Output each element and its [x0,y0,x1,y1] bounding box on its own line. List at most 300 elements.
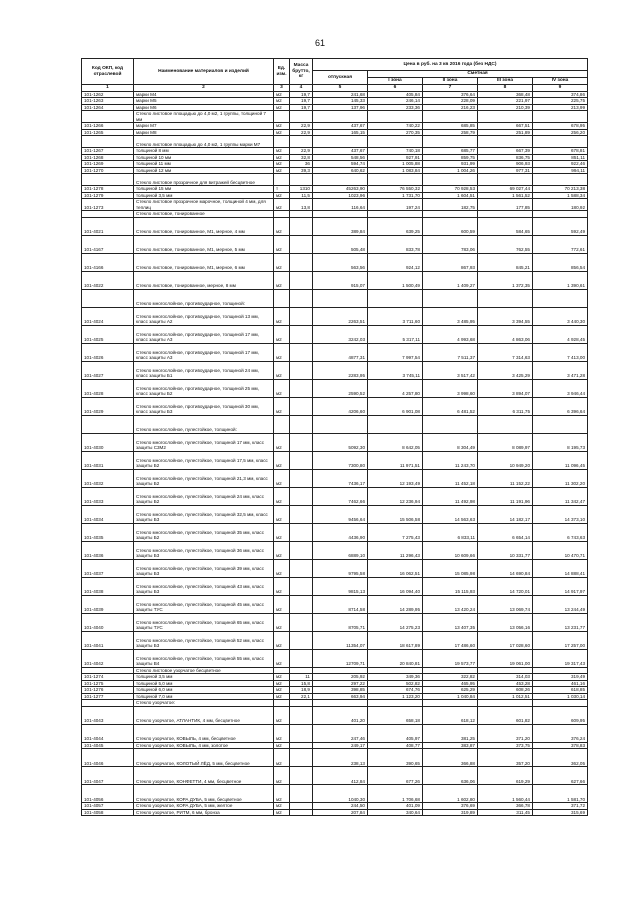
cell-code: 101-4040 [82,613,134,631]
table-row [82,469,588,487]
cell-code: 101-4031 [82,451,134,469]
cell-name: Стекло листовое, тонированное [134,211,274,218]
cell-zone-4-price [533,289,588,307]
cell-release-price: 412,84 [313,767,368,785]
cell-code: 101-1263 [82,98,134,105]
cell-code: 101-1269 [82,161,134,168]
cell-release-price: 2283,95 [313,361,368,379]
cell-release-price: 437,67 [313,123,368,130]
cell-zone-2-price: 13 407,35 [423,613,478,631]
cell-release-price: 9815,13 [313,577,368,595]
cell-zone-3-price: 357,20 [478,749,533,767]
cell-zone-1-price: 1 083,84 [368,167,423,174]
cell-zone-4-price: 3 471,28 [533,361,588,379]
cell-zone-3-price: 762,55 [478,235,533,253]
cell-zone-2-price: 228,09 [423,98,478,105]
cell-code: 101-4046 [82,749,134,767]
cell-mass: 22,9 [290,148,313,155]
cell-unit: м2 [274,523,290,541]
cell-zone-1-price: 8 642,05 [368,433,423,451]
cell-unit: м2 [274,217,290,235]
cell-zone-2-price: 322,82 [423,674,478,681]
cell-zone-2-price: 258,79 [423,129,478,136]
cell-code: 101-4027 [82,361,134,379]
cell-zone-2-price: 6 481,52 [423,397,478,415]
cell-code: 101-4037 [82,559,134,577]
cell-unit: м2 [274,307,290,325]
cell-mass: 36 [290,161,313,168]
cell-unit: м2 [274,433,290,451]
cell-code: 101-1262 [82,91,134,98]
cell-name: Стекло узорчатое, РИТМ, 6 мм, бронза [134,809,274,816]
cell-zone-4-price: 851,11 [533,154,588,161]
cell-zone-4-price: 8 195,73 [533,433,588,451]
cell-code: 101-4041 [82,631,134,649]
cell-unit: м2 [274,809,290,816]
cell-release-price [313,136,368,148]
cell-zone-2-price: 11 452,18 [423,469,478,487]
cell-mass [290,505,313,523]
cell-unit: м2 [274,724,290,742]
header-unit: Ед. изм. [274,59,290,85]
cell-code [82,415,134,433]
cell-zone-1-price [368,174,423,186]
column-number: 7 [423,85,478,92]
cell-release-price: 1040,30 [313,785,368,803]
cell-release-price: 249,17 [313,742,368,749]
cell-name: толщиной 7,0 мм [134,693,274,700]
cell-zone-2-price: 3 998,60 [423,379,478,397]
header-price-group: Цена в руб. на 3 кв 2016 года (без НДС) [313,59,588,71]
cell-unit: м2 [274,577,290,595]
header-zone-1: I зона [368,78,423,85]
cell-zone-4-price [533,174,588,186]
cell-release-price: 6889,10 [313,541,368,559]
cell-release-price: 1023,96 [313,192,368,199]
cell-code: 101-4044 [82,724,134,742]
cell-mass [290,469,313,487]
cell-mass [290,235,313,253]
cell-zone-3-price: 13 069,74 [478,595,533,613]
cell-zone-4-price: 1 588,34 [533,192,588,199]
cell-mass [290,217,313,235]
cell-mass [290,767,313,785]
cell-unit: м2 [274,379,290,397]
cell-mass: 32,8 [290,154,313,161]
cell-zone-3-price: 371,20 [478,724,533,742]
cell-unit: м2 [274,541,290,559]
cell-release-price: 4206,60 [313,397,368,415]
table-row [82,541,588,559]
cell-zone-4-price [533,136,588,148]
cell-release-price [313,111,368,123]
cell-mass [290,289,313,307]
cell-mass [290,559,313,577]
table-row [82,523,588,541]
cell-code: 101-1275 [82,680,134,687]
cell-release-price: 165,15 [313,129,368,136]
cell-unit: м2 [274,325,290,343]
cell-zone-3-price: 7 314,63 [478,343,533,361]
column-number: 5 [313,85,368,92]
price-table [81,58,588,816]
cell-unit: м2 [274,161,290,168]
cell-code: 101-1270 [82,167,134,174]
cell-zone-1-price: 390,65 [368,749,423,767]
cell-mass [290,307,313,325]
cell-zone-4-price: 7 413,00 [533,343,588,361]
cell-zone-2-price: 1 040,84 [423,693,478,700]
cell-mass [290,451,313,469]
cell-name: Стекло многослойное, пулестойкое, толщиной 35 мм, класс защиты Б2 [134,523,274,541]
cell-zone-1-price: 674,76 [368,687,423,694]
column-number: 6 [368,85,423,92]
cell-name: Стекло узорчатое, АТЛАНТИК, 4 мм, бесцветное [134,706,274,724]
cell-name: толщиной 5,0 мм [134,680,274,687]
cell-zone-4-price: 11 302,20 [533,469,588,487]
cell-name: Стекло узорчатое, КОНФЕТТИ, 4 мм, бесцветное [134,767,274,785]
cell-unit: м2 [274,469,290,487]
cell-zone-2-price: 376,64 [423,91,478,98]
cell-zone-2-price: 783,06 [423,235,478,253]
cell-name: марки М4 [134,91,274,98]
cell-code: 101-1276 [82,687,134,694]
cell-mass: 22,1 [290,693,313,700]
cell-zone-1-price: 20 840,81 [368,649,423,667]
cell-name: толщиной 6,0 мм [134,687,274,694]
cell-zone-3-price: 11 191,96 [478,487,533,505]
cell-zone-3-price: 69 027,44 [478,186,533,193]
cell-zone-3-price: 6 311,75 [478,397,533,415]
cell-mass: 15,8 [290,680,313,687]
cell-release-price: 247,46 [313,724,368,742]
cell-zone-1-price: 15 506,58 [368,505,423,523]
header-zone-3: III зона [478,78,533,85]
cell-zone-2-price: 1 602,80 [423,785,478,803]
cell-release-price: 205,92 [313,674,368,681]
column-number: 2 [134,85,274,92]
table-row [82,136,588,148]
cell-zone-3-price: 314,03 [478,674,533,681]
cell-zone-4-price: 10 470,71 [533,541,588,559]
cell-zone-3-price: 251,89 [478,129,533,136]
cell-zone-1-price: 246,14 [368,98,423,105]
cell-zone-4-price: 994,11 [533,167,588,174]
cell-release-price: 640,62 [313,167,368,174]
cell-zone-2-price: 376,69 [423,803,478,810]
cell-code: 101-4030 [82,433,134,451]
cell-release-price: 7462,66 [313,487,368,505]
cell-code: 101-4058 [82,809,134,816]
table-row [82,785,588,803]
cell-code: 101-4029 [82,397,134,415]
cell-zone-1-price: 14 275,23 [368,613,423,631]
cell-zone-3-price: 453,28 [478,680,533,687]
cell-mass [290,415,313,433]
cell-mass: 19,7 [290,91,313,98]
cell-zone-2-price: 6 833,11 [423,523,478,541]
cell-zone-1-price: 6 901,08 [368,397,423,415]
cell-name: Стекло многослойное, пулестойкое, толщиной 55 мм, класс защиты В4 [134,649,274,667]
cell-mass [290,613,313,631]
cell-unit: м2 [274,397,290,415]
cell-zone-3-price: 584,65 [478,217,533,235]
table-row [82,595,588,613]
cell-release-price [313,174,368,186]
cell-zone-3-price [478,136,533,148]
cell-zone-2-price [423,415,478,433]
cell-zone-1-price: 833,78 [368,235,423,253]
cell-code: 101-1267 [82,148,134,155]
cell-release-price: 9456,64 [313,505,368,523]
cell-zone-2-price: 931,99 [423,161,478,168]
cell-name: Стекло многослойное, пулестойкое, толщиной 52 мм, класс защиты Б3 [134,631,274,649]
table-row [82,289,588,307]
cell-code: 101-4047 [82,767,134,785]
column-number: 4 [290,85,313,92]
cell-mass: 11 [290,674,313,681]
cell-mass [290,343,313,361]
cell-zone-1-price: 1 500,49 [368,271,423,289]
cell-release-price: 116,64 [313,199,368,211]
cell-zone-2-price: 11 243,70 [423,451,478,469]
cell-zone-3-price: 19 061,00 [478,649,533,667]
cell-mass [290,706,313,724]
cell-name: толщиной 3,5 мм [134,192,274,199]
cell-code: 101-4057 [82,803,134,810]
cell-release-price: 11354,07 [313,631,368,649]
cell-code: 101-1265 [82,129,134,136]
table-row [82,767,588,785]
cell-release-price: 663,94 [313,693,368,700]
cell-release-price: 297,22 [313,680,368,687]
cell-unit: м2 [274,742,290,749]
cell-release-price: 437,67 [313,148,368,155]
cell-mass [290,749,313,767]
cell-zone-4-price: 17 257,00 [533,631,588,649]
table-row [82,706,588,724]
cell-code: 101-4039 [82,595,134,613]
cell-zone-4-price: 3 946,44 [533,379,588,397]
cell-code: 101-4028 [82,379,134,397]
cell-mass: 11,5 [290,192,313,199]
cell-mass: 22,9 [290,123,313,130]
cell-zone-2-price: 3 485,95 [423,307,478,325]
cell-code: 101-4038 [82,577,134,595]
cell-unit: м2 [274,680,290,687]
cell-code: 101-4166 [82,253,134,271]
cell-name: толщиной 15 мм [134,186,274,193]
cell-zone-3-price: 210,39 [478,104,533,111]
cell-zone-2-price: 636,06 [423,767,478,785]
cell-zone-1-price: 3 745,11 [368,361,423,379]
cell-zone-2-price [423,289,478,307]
table-row [82,749,588,767]
cell-zone-3-price: 977,31 [478,167,533,174]
cell-zone-2-price: 867,93 [423,253,478,271]
cell-name: Стекло многослойное, пулестойкое, толщиной 21,3 мм, класс защиты Б2 [134,469,274,487]
cell-unit: м2 [274,687,290,694]
cell-release-price: 7300,80 [313,451,368,469]
cell-zone-2-price: 14 563,63 [423,505,478,523]
cell-unit: м2 [274,505,290,523]
cell-release-price: 241,68 [313,91,368,98]
cell-name: Стекло многослойное, противоударное, толщиной: [134,289,274,307]
cell-name: Стекло листовое, тонированное, мерное, 8 мм [134,271,274,289]
cell-zone-3-price: 8 089,97 [478,433,533,451]
cell-unit: м2 [274,148,290,155]
cell-name: Стекло многослойное, пулестойкое, толщиной 65 мм, класс защиты ТУС [134,613,274,631]
cell-zone-2-price: 19 573,77 [423,649,478,667]
cell-code [82,174,134,186]
cell-mass: 39,3 [290,167,313,174]
cell-name: марки М7 [134,123,274,130]
table-row [82,379,588,397]
cell-zone-1-price: 340,64 [368,809,423,816]
cell-zone-4-price: 376,24 [533,724,588,742]
header-mass: Масса брутто, кг [290,59,313,85]
cell-zone-4-price: 362,05 [533,749,588,767]
cell-zone-2-price: 7 511,37 [423,343,478,361]
header-name: Наименование материалов и изделий [134,59,274,85]
cell-zone-1-price: 740,22 [368,123,423,130]
cell-release-price: 2263,51 [313,307,368,325]
cell-mass [290,523,313,541]
cell-zone-4-price: 1 581,70 [533,785,588,803]
cell-code: 101-4022 [82,271,134,289]
cell-zone-2-price: 15 085,98 [423,559,478,577]
cell-zone-1-price: 270,35 [368,129,423,136]
cell-name: Стекло многослойное, противоударное, толщиной 17 мм, класс защиты А3 [134,325,274,343]
cell-code: 101-4036 [82,541,134,559]
cell-unit [274,415,290,433]
cell-zone-1-price: 18 617,89 [368,631,423,649]
cell-release-price: 548,56 [313,154,368,161]
cell-zone-3-price: 14 690,84 [478,559,533,577]
page-number: 61 [314,38,325,48]
cell-zone-3-price [478,289,533,307]
cell-unit: м2 [274,104,290,111]
cell-zone-4-price: 225,75 [533,98,588,105]
cell-zone-2-price [423,111,478,123]
cell-zone-3-price: 368,48 [478,91,533,98]
cell-mass [290,724,313,742]
cell-zone-1-price: 16 062,51 [368,559,423,577]
cell-zone-2-price: 13 420,24 [423,595,478,613]
table-row [82,325,588,343]
table-row [82,613,588,631]
cell-zone-3-price [478,415,533,433]
cell-zone-3-price: 667,39 [478,148,533,155]
cell-zone-3-price: 845,21 [478,253,533,271]
cell-release-price: 3242,03 [313,325,368,343]
cell-zone-2-price: 11 492,98 [423,487,478,505]
cell-zone-1-price: 4 257,80 [368,379,423,397]
cell-zone-1-price: 401,09 [368,803,423,810]
cell-code: 101-1266 [82,123,134,130]
cell-unit: м2 [274,129,290,136]
cell-zone-3-price: 3 894,07 [478,379,533,397]
header-estimate-price: Сметная [368,71,588,78]
cell-zone-4-price: 6 396,64 [533,397,588,415]
cell-name: марки М5 [134,98,274,105]
cell-release-price: 2590,52 [313,379,368,397]
cell-release-price: 244,50 [313,803,368,810]
cell-unit: м2 [274,154,290,161]
cell-mass: 19,7 [290,98,313,105]
cell-code: 101-4032 [82,469,134,487]
cell-zone-1-price: 924,12 [368,253,423,271]
table-row [82,433,588,451]
cell-unit: м2 [274,487,290,505]
cell-code: 101-4021 [82,217,134,235]
cell-zone-4-price: 922,46 [533,161,588,168]
cell-zone-1-price: 7 997,54 [368,343,423,361]
cell-zone-2-price: 625,29 [423,687,478,694]
cell-zone-4-price: 1 390,61 [533,271,588,289]
cell-unit: м2 [274,199,290,211]
cell-unit: м2 [274,749,290,767]
cell-zone-3-price: 667,51 [478,123,533,130]
cell-zone-1-price: 76 550,32 [368,186,423,193]
cell-zone-1-price [368,136,423,148]
cell-name: толщиной 8 мм [134,148,274,155]
column-number: 9 [533,85,588,92]
cell-mass [290,174,313,186]
cell-mass [290,379,313,397]
cell-zone-3-price: 3 394,55 [478,307,533,325]
cell-zone-4-price: 14 373,10 [533,505,588,523]
cell-zone-3-price: 1 372,35 [478,271,533,289]
cell-name: Стекло листовое площадью до 4,0 м2, 1 группы марки М7 [134,136,274,148]
cell-code: 101-1264 [82,104,134,111]
cell-unit: м2 [274,192,290,199]
cell-mass: 18,9 [290,687,313,694]
cell-zone-3-price: 1 560,44 [478,785,533,803]
cell-zone-4-price: 618,85 [533,687,588,694]
cell-code: 101-1279 [82,192,134,199]
cell-zone-4-price: 13 244,49 [533,595,588,613]
cell-release-price: 238,13 [313,749,368,767]
cell-mass: 19,7 [290,104,313,111]
cell-zone-4-price: 678,95 [533,123,588,130]
cell-name: Стекло многослойное, пулестойкое, толщиной 17,5 мм, класс защиты Б2 [134,451,274,469]
cell-name: Стекло многослойное, пулестойкое, толщиной 45 мм, класс защиты ТУС [134,595,274,613]
table-row [82,217,588,235]
cell-name: Стекло узорчатое, КОВЫЛЬ, 4 мм, золотое [134,742,274,749]
cell-zone-1-price: 7 275,43 [368,523,423,541]
cell-release-price: 45263,90 [313,186,368,193]
cell-name: Стекло многослойное, пулестойкое, толщиной 36 мм, класс защиты Б3 [134,541,274,559]
table-row [82,253,588,271]
header-release-price: отпускная [313,71,368,85]
cell-zone-2-price [423,136,478,148]
cell-code: 101-4024 [82,307,134,325]
table-row [82,577,588,595]
cell-unit: м2 [274,693,290,700]
cell-zone-2-price: 10 609,66 [423,541,478,559]
price-table-body [82,91,588,816]
cell-zone-1-price: 12 236,94 [368,487,423,505]
cell-unit: м2 [274,706,290,724]
cell-name: Стекло листовое прозрачное для витражей бесцветное [134,174,274,186]
table-row [82,271,588,289]
cell-release-price: 8714,58 [313,595,368,613]
cell-unit: м2 [274,631,290,649]
cell-unit: т [274,186,290,193]
cell-zone-4-price: 378,83 [533,742,588,749]
cell-name: марки М6 [134,104,274,111]
